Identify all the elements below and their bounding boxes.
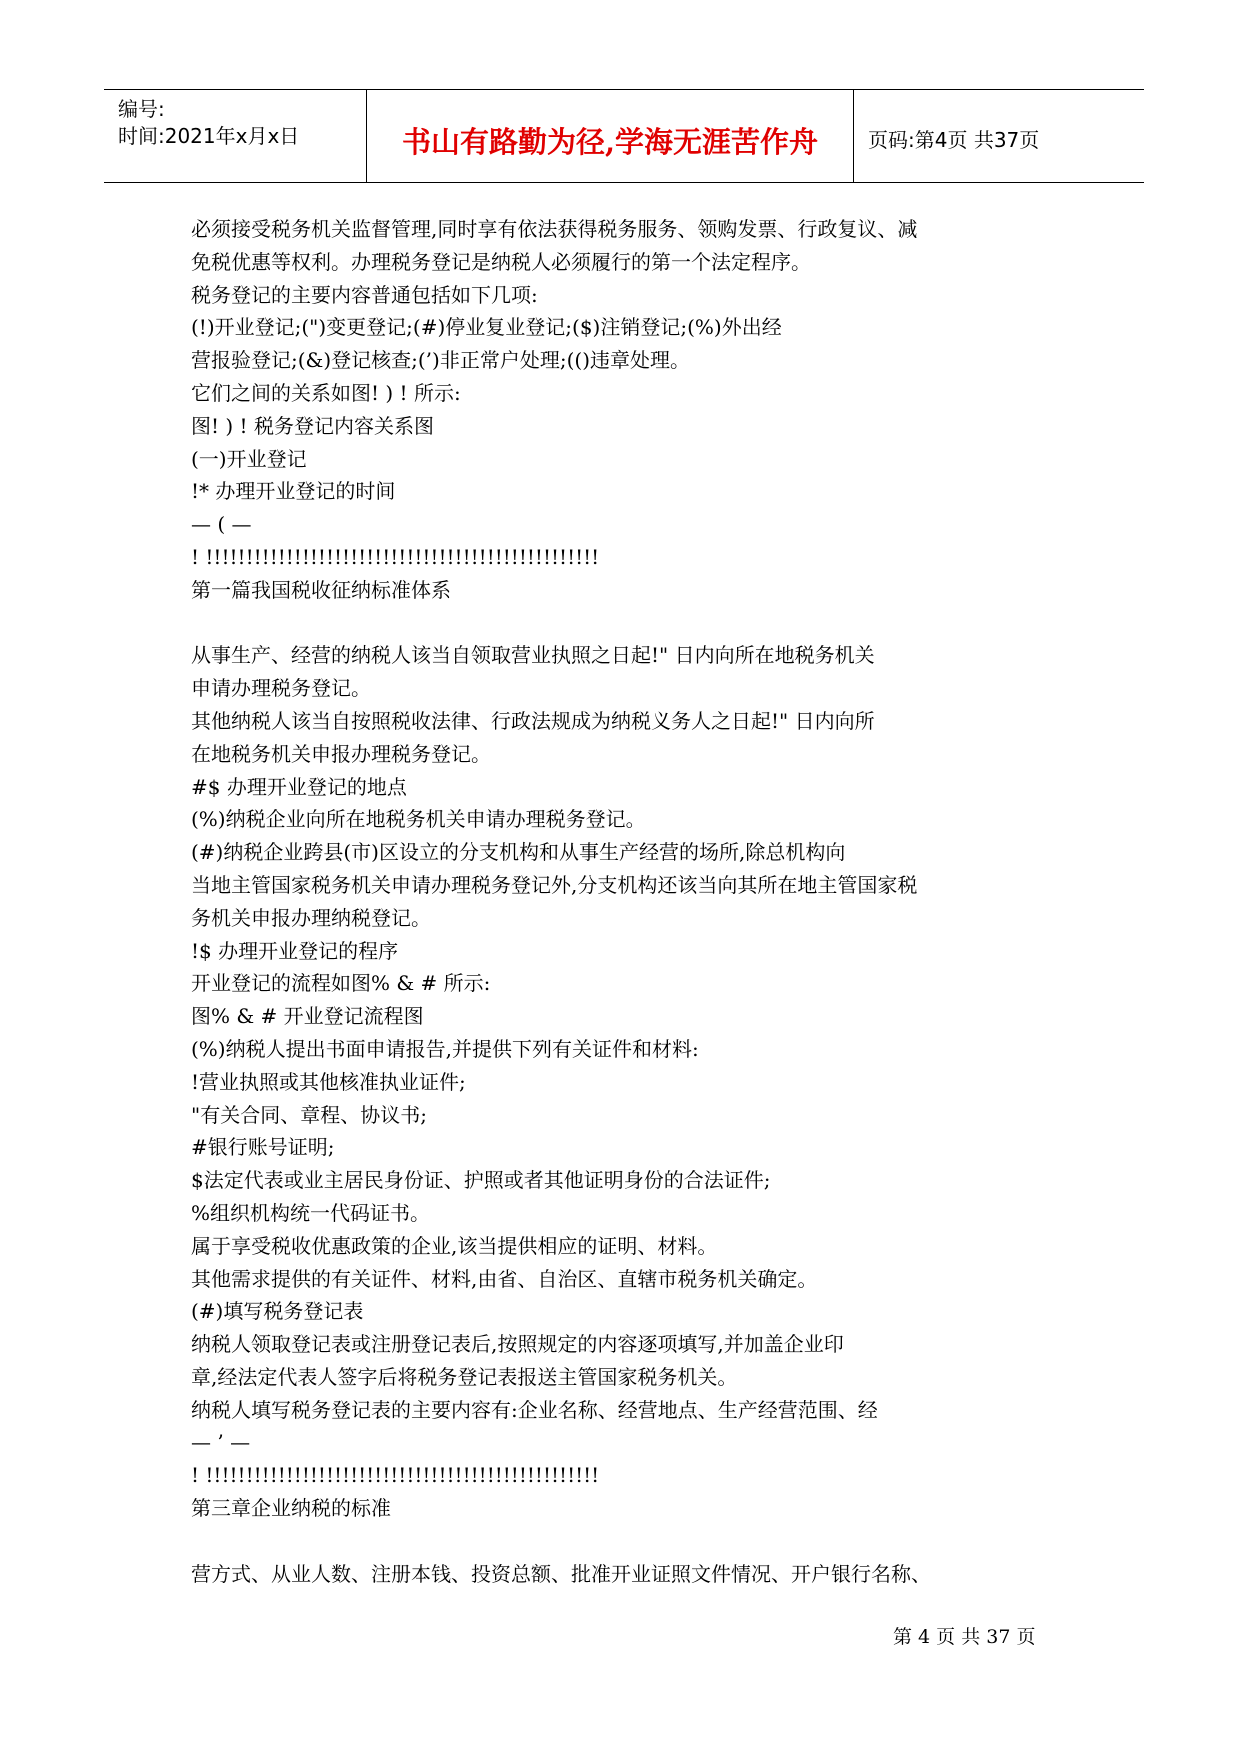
text-line: — ’ — [191,1430,251,1455]
text-line: 必须接受税务机关监督管理,同时享有依法获得税务服务、领购发票、行政复议、减 [191,217,918,241]
text-line: (#)填写税务登记表 [191,1299,364,1324]
text-line: 第三章企业纳税的标准 [191,1496,391,1521]
text-line: (!)开业登记;(")变更登记;(#)停业复业登记;($)注销登记;(%)外出经 [191,315,782,340]
text-line: #银行账号证明; [191,1135,335,1160]
text-line: !* 办理开业登记的时间 [191,479,396,504]
header-motto-cell [367,90,854,182]
header-page-info: 页码:第4页 共37页 [868,128,1040,152]
header-page-cell [854,90,1144,182]
text-line: 免税优惠等权利。办理税务登记是纳税人必须履行的第一个法定程序。 [191,249,811,274]
header-motto: 书山有路勤为径,学海无涯苦作舟 [401,125,819,159]
text-line: ! !!!!!!!!!!!!!!!!!!!!!!!!!!!!!!!!!!!!!!!!!!!!!!!!! [191,1463,600,1488]
text-line: 营方式、从业人数、注册本钱、投资总额、批准开业证照文件情况、开户银行名称、 [191,1561,931,1586]
text-line: !$ 办理开业登记的程序 [191,938,399,963]
text-line: 图% & # 开业登记流程图 [191,1004,424,1029]
text-line: $法定代表或业主居民身份证、护照或者其他证明身份的合法证件; [191,1168,771,1193]
text-line: 申请办理税务登记。 [191,676,371,701]
text-line: 其他纳税人该当自按照税收法律、行政法规成为纳税义务人之日起!" 日内向所 [191,708,875,733]
text-line: 第一篇我国税收征纳标准体系 [191,577,451,602]
text-line: #$ 办理开业登记的地点 [191,774,407,799]
text-line: 当地主管国家税务机关申请办理税务登记外,分支机构还该当向其所在地主管国家税 [191,872,918,897]
text-line: 其他需求提供的有关证件、材料,由省、自治区、直辖市税务机关确定。 [191,1266,818,1291]
text-line: (%)纳税企业向所在地税务机关申请办理税务登记。 [191,807,646,832]
text-line: 纳税人填写税务登记表的主要内容有:企业名称、经营地点、生产经营范围、经 [191,1397,878,1422]
page-header [104,89,1144,183]
text-line: 它们之间的关系如图! ) ! 所示: [191,380,461,405]
text-line: 从事生产、经营的纳税人该当自领取营业执照之日起!" 日内向所在地税务机关 [191,643,875,668]
header-meta-cell [104,90,367,182]
text-line: 章,经法定代表人签字后将税务登记表报送主管国家税务机关。 [191,1364,738,1389]
text-line: 营报验登记;(&)登记核查;(’)非正常户处理;(()违章处理。 [191,348,690,373]
text-line: (一)开业登记 [191,446,307,471]
text-line: %组织机构统一代码证书。 [191,1200,431,1225]
text-line: 开业登记的流程如图% & # 所示: [191,971,491,996]
text-line: — ( — [191,512,252,537]
text-line: 图! ) ! 税务登记内容关系图 [191,413,434,438]
text-line: 务机关申报办理纳税登记。 [191,905,431,930]
text-line: 在地税务机关申报办理税务登记。 [191,741,491,766]
text-line: 税务登记的主要内容普通包括如下几项: [191,282,538,307]
document-body [191,213,1061,1590]
text-line: (#)纳税企业跨县(市)区设立的分支机构和从事生产经营的场所,除总机构向 [191,840,846,865]
text-line: "有关合同、章程、协议书; [191,1102,427,1127]
text-line: (%)纳税人提出书面申请报告,并提供下列有关证件和材料: [191,1036,699,1061]
document-number-label: 编号: [118,97,165,121]
text-line [191,1525,1061,1558]
text-line: ! !!!!!!!!!!!!!!!!!!!!!!!!!!!!!!!!!!!!!!!!!!!!!!!!! [191,544,600,569]
text-line: 属于享受税收优惠政策的企业,该当提供相应的证明、材料。 [191,1233,718,1258]
page-footer: 第 4 页 共 37 页 [893,1626,1036,1648]
text-line: !营业执照或其他核准执业证件; [191,1069,466,1094]
document-time-label: 时间:2021年x月x日 [118,124,300,148]
text-line [191,607,1061,640]
text-line: 纳税人领取登记表或注册登记表后,按照规定的内容逐项填写,并加盖企业印 [191,1332,844,1357]
